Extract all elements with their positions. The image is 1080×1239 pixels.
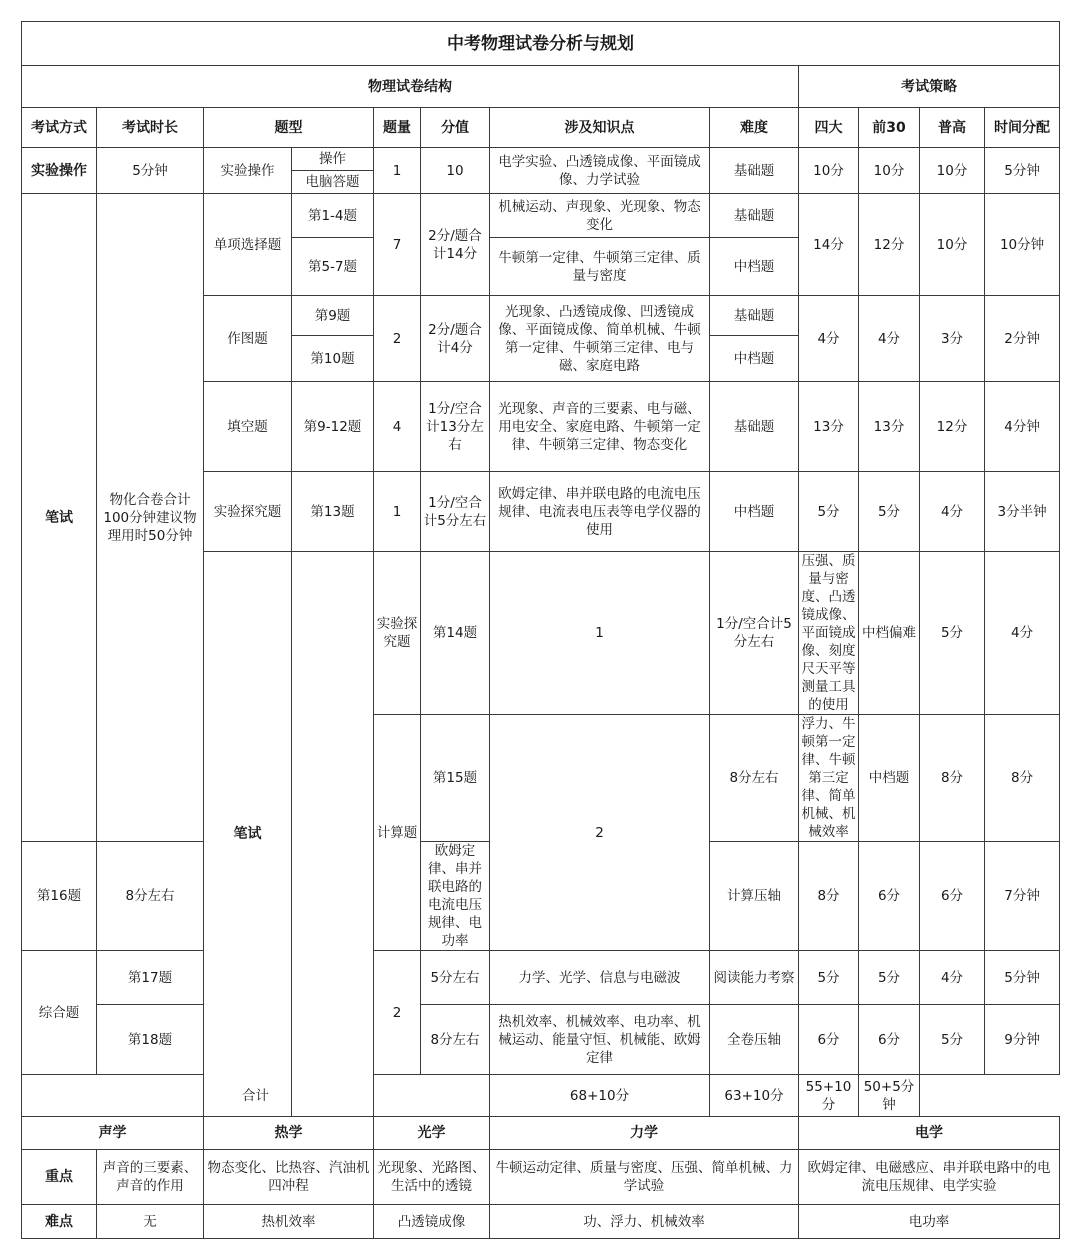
- comp-time-1: 5分钟: [985, 951, 1060, 1005]
- comp-top30-1: 5分: [859, 951, 920, 1005]
- single-top30: 12分: [859, 194, 920, 296]
- comp-score-2: 8分左右: [421, 1005, 490, 1075]
- col-header-mode: 考试方式: [22, 108, 97, 148]
- calc-q1: 第15题: [421, 715, 490, 842]
- drawing-q1: 第9题: [292, 296, 374, 336]
- fill-top30: 13分: [859, 382, 920, 472]
- col-header-score: 分值: [421, 108, 490, 148]
- drawing-difficulty-2: 中档题: [710, 336, 799, 382]
- drawing-q2: 第10题: [292, 336, 374, 382]
- total-label: 合计: [22, 1075, 490, 1117]
- comp-normal-2: 5分: [920, 1005, 985, 1075]
- col-header-top4: 四大: [799, 108, 859, 148]
- fill-normal: 12分: [920, 382, 985, 472]
- comp-score-1: 5分左右: [421, 951, 490, 1005]
- single-time: 10分钟: [985, 194, 1060, 296]
- hard-thermal: 热机效率: [204, 1205, 374, 1239]
- topic-header-electricity: 电学: [799, 1117, 1060, 1150]
- fill-top4: 13分: [799, 382, 859, 472]
- drawing-type: 作图题: [204, 296, 292, 382]
- single-q1: 第1-4题: [292, 194, 374, 238]
- topics-header-row: [22, 1117, 1060, 1150]
- table-row: [22, 1005, 1060, 1075]
- lab-score: 10: [421, 148, 490, 194]
- exp14-top4: 5分: [920, 552, 985, 715]
- drawing-score: 2分/题合计4分: [421, 296, 490, 382]
- exp13-q: 第13题: [292, 472, 374, 552]
- exp13-top30: 5分: [859, 472, 920, 552]
- calc-q2: 第16题: [22, 842, 97, 951]
- topic-header-optics: 光学: [374, 1117, 490, 1150]
- hard-points-row: [22, 1205, 1060, 1239]
- fill-count: 4: [374, 382, 421, 472]
- exam-analysis-sheet: [21, 21, 1059, 1230]
- comp-type: 综合题: [22, 951, 97, 1075]
- calc-top4-1: 8分: [920, 715, 985, 842]
- calc-top4-2: 8分: [799, 842, 859, 951]
- key-label: 重点: [22, 1150, 97, 1205]
- calc-normal-2: 6分: [920, 842, 985, 951]
- drawing-count: 2: [374, 296, 421, 382]
- single-difficulty-2: 中档题: [710, 238, 799, 296]
- calc-type: 计算题: [374, 715, 421, 951]
- topic-header-acoustics: 声学: [22, 1117, 204, 1150]
- exp13-time: 3分半钟: [985, 472, 1060, 552]
- key-thermal: 物态变化、比热容、汽油机四冲程: [204, 1150, 374, 1205]
- hard-acoustics: 无: [97, 1205, 204, 1239]
- lab-difficulty: 基础题: [710, 148, 799, 194]
- calc-top30-2: 6分: [859, 842, 920, 951]
- comp-knowledge-2: 热机效率、机械效率、电功率、机械运动、能量守恒、机械能、欧姆定律: [490, 1005, 710, 1075]
- exp13-knowledge: 欧姆定律、串并联电路的电流电压规律、电流表电压表等电学仪器的使用: [490, 472, 710, 552]
- key-optics: 光现象、光路图、生活中的透镜: [374, 1150, 490, 1205]
- comp-top30-2: 6分: [859, 1005, 920, 1075]
- col-header-count: 题量: [374, 108, 421, 148]
- table-row: [22, 148, 1060, 171]
- exp13-type: 实验探究题: [204, 472, 292, 552]
- comp-q2: 第18题: [97, 1005, 204, 1075]
- fill-knowledge: 光现象、声音的三要素、电与磁、用电安全、家庭电路、牛顿第一定律、牛顿第三定律、物态变化: [490, 382, 710, 472]
- drawing-knowledge: 光现象、凸透镜成像、凹透镜成像、平面镜成像、简单机械、牛顿第一定律、牛顿第三定律、电与磁、家庭电路: [490, 296, 710, 382]
- calc-knowledge-1: 浮力、牛顿第一定律、牛顿第三定律、简单机械、机械效率: [799, 715, 859, 842]
- total-row: [22, 1075, 1060, 1117]
- calc-time-2: 7分钟: [985, 842, 1060, 951]
- written1-mode: 笔试: [22, 194, 97, 842]
- exp13-count: 1: [374, 472, 421, 552]
- single-type: 单项选择题: [204, 194, 292, 296]
- col-header-knowledge: 涉及知识点: [490, 108, 710, 148]
- calc-difficulty-1: 中档题: [859, 715, 920, 842]
- comp-q1: 第17题: [97, 951, 204, 1005]
- hard-optics: 凸透镜成像: [374, 1205, 490, 1239]
- key-electricity: 欧姆定律、电磁感应、串并联电路中的电流电压规律、电学实验: [799, 1150, 1060, 1205]
- lab-mode: 实验操作: [22, 148, 97, 194]
- comp-top4-1: 5分: [799, 951, 859, 1005]
- single-score: 2分/题合计14分: [421, 194, 490, 296]
- single-normal: 10分: [920, 194, 985, 296]
- lab-sub-operation: 操作: [292, 148, 374, 171]
- comp-top4-2: 6分: [799, 1005, 859, 1075]
- calc-difficulty-2: 计算压轴: [710, 842, 799, 951]
- exp14-type: 实验探究题: [374, 552, 421, 715]
- single-q2: 第5-7题: [292, 238, 374, 296]
- calc-knowledge-2: 欧姆定律、串并联电路的电流电压规律、电功率: [421, 842, 490, 951]
- single-knowledge-1: 机械运动、声现象、光现象、物态变化: [490, 194, 710, 238]
- exp13-difficulty: 中档题: [710, 472, 799, 552]
- total-normal: 55+10分: [799, 1075, 859, 1117]
- table-row: [22, 194, 1060, 238]
- calc-score-2: 8分左右: [97, 842, 204, 951]
- comp-difficulty-2: 全卷压轴: [710, 1005, 799, 1075]
- calc-count: 2: [490, 715, 710, 951]
- single-knowledge-2: 牛顿第一定律、牛顿第三定律、质量与密度: [490, 238, 710, 296]
- calc-score-1: 8分左右: [710, 715, 799, 842]
- comp-count: 2: [374, 951, 421, 1075]
- structure-header: 物理试卷结构: [22, 66, 799, 108]
- comp-knowledge-1: 力学、光学、信息与电磁波: [490, 951, 710, 1005]
- total-top4: 68+10分: [490, 1075, 710, 1117]
- exp13-top4: 5分: [799, 472, 859, 552]
- exp14-knowledge: 压强、质量与密度、凸透镜成像、平面镜成像、刻度尺天平等测量工具的使用: [799, 552, 859, 715]
- lab-time: 5分钟: [985, 148, 1060, 194]
- lab-top30: 10分: [859, 148, 920, 194]
- total-time: 50+5分钟: [859, 1075, 920, 1117]
- lab-type: 实验操作: [204, 148, 292, 194]
- total-top30: 63+10分: [710, 1075, 799, 1117]
- exp14-count: 1: [490, 552, 710, 715]
- drawing-top30: 4分: [859, 296, 920, 382]
- lab-knowledge: 电学实验、凸透镜成像、平面镜成像、力学试验: [490, 148, 710, 194]
- topic-header-mechanics: 力学: [490, 1117, 799, 1150]
- drawing-time: 2分钟: [985, 296, 1060, 382]
- topic-header-thermal: 热学: [204, 1117, 374, 1150]
- key-points-row: [22, 1150, 1060, 1205]
- hard-label: 难点: [22, 1205, 97, 1239]
- col-header-top30: 前30: [859, 108, 920, 148]
- exp14-top30: 4分: [985, 552, 1060, 715]
- lab-duration: 5分钟: [97, 148, 204, 194]
- lab-sub-computer: 电脑答题: [292, 171, 374, 194]
- single-count: 7: [374, 194, 421, 296]
- hard-mechanics: 功、浮力、机械效率: [490, 1205, 799, 1239]
- lab-count: 1: [374, 148, 421, 194]
- exp13-normal: 4分: [920, 472, 985, 552]
- strategy-header: 考试策略: [799, 66, 1060, 108]
- drawing-top4: 4分: [799, 296, 859, 382]
- page-title: 中考物理试卷分析与规划: [22, 22, 1060, 66]
- key-mechanics: 牛顿运动定律、质量与密度、压强、简单机械、力学试验: [490, 1150, 799, 1205]
- fill-time: 4分钟: [985, 382, 1060, 472]
- written2-duration: [292, 552, 374, 1117]
- drawing-difficulty-1: 基础题: [710, 296, 799, 336]
- fill-type: 填空题: [204, 382, 292, 472]
- single-difficulty-1: 基础题: [710, 194, 799, 238]
- lab-top4: 10分: [799, 148, 859, 194]
- written2-mode: 笔试: [204, 552, 292, 1117]
- exp13-score: 1分/空合计5分左右: [421, 472, 490, 552]
- fill-difficulty: 基础题: [710, 382, 799, 472]
- fill-score: 1分/空合计13分左右: [421, 382, 490, 472]
- col-header-time: 时间分配: [985, 108, 1060, 148]
- calc-top30-1: 8分: [985, 715, 1060, 842]
- analysis-table: [21, 21, 1060, 1239]
- single-top4: 14分: [799, 194, 859, 296]
- fill-q: 第9-12题: [292, 382, 374, 472]
- exp14-difficulty: 中档偏难: [859, 552, 920, 715]
- key-acoustics: 声音的三要素、声音的作用: [97, 1150, 204, 1205]
- comp-difficulty-1: 阅读能力考察: [710, 951, 799, 1005]
- written1-duration: 物化合卷合计100分钟建议物理用时50分钟: [97, 194, 204, 842]
- col-header-difficulty: 难度: [710, 108, 799, 148]
- hard-electricity: 电功率: [799, 1205, 1060, 1239]
- drawing-normal: 3分: [920, 296, 985, 382]
- col-header-type: 题型: [204, 108, 374, 148]
- lab-normal: 10分: [920, 148, 985, 194]
- col-header-normal: 普高: [920, 108, 985, 148]
- comp-normal-1: 4分: [920, 951, 985, 1005]
- col-header-duration: 考试时长: [97, 108, 204, 148]
- comp-time-2: 9分钟: [985, 1005, 1060, 1075]
- exp14-score: 1分/空合计5分左右: [710, 552, 799, 715]
- exp14-q: 第14题: [421, 552, 490, 715]
- table-row: [22, 951, 1060, 1005]
